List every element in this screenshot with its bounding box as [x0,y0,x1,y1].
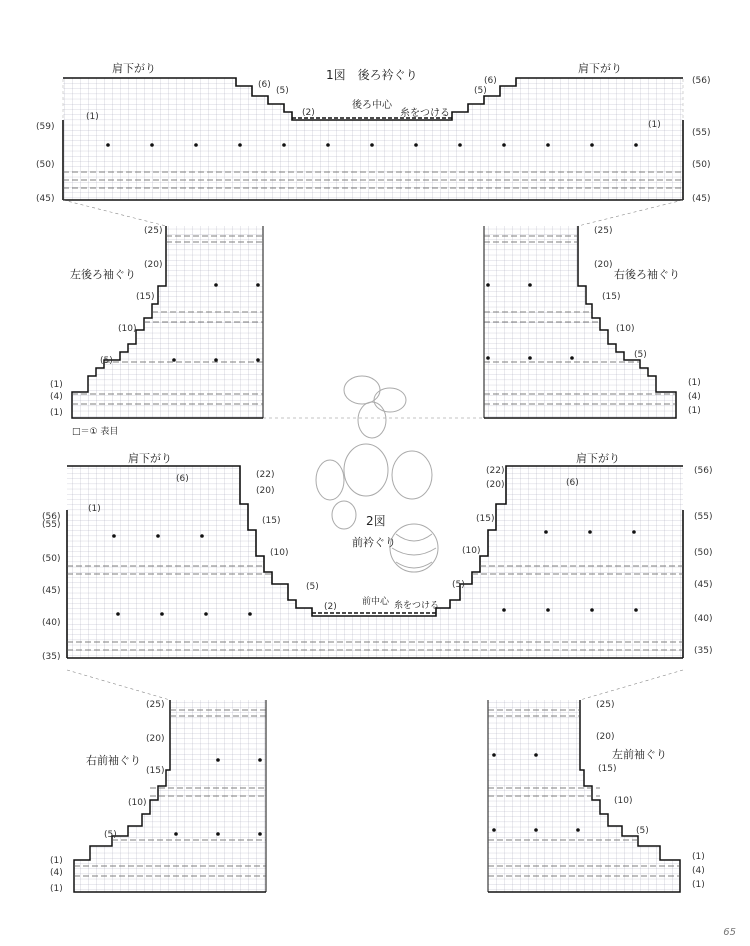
row-mark: (15) [598,764,617,774]
fig1-center-label: 後ろ中心 [352,100,392,111]
row-mark: (56) [692,76,711,86]
row-mark: (2) [302,108,315,118]
row-mark: (35) [694,646,713,656]
row-mark: (1) [50,380,63,390]
row-mark: (6) [258,80,271,90]
row-mark: (10) [118,324,137,334]
row-mark: (4) [692,866,705,876]
right-front-armhole-label: 右前袖ぐり [86,754,141,767]
row-mark: (50) [692,160,711,170]
row-mark: (50) [36,160,55,170]
fig2-attach-label: 糸をつける [394,601,440,611]
row-mark: (5) [634,350,647,360]
right-back-armhole-chart [484,226,676,418]
row-mark: (40) [42,618,61,628]
row-mark: (35) [42,652,61,662]
left-front-armhole-chart [488,700,680,892]
row-mark: (10) [616,324,635,334]
row-mark: (5) [104,830,117,840]
row-mark: (55) [42,520,61,530]
row-mark: (10) [462,546,481,556]
row-mark: (55) [692,128,711,138]
row-mark: (45) [42,586,61,596]
fig1-shoulder-left: 肩下がり [112,62,156,75]
row-mark: (56) [694,466,713,476]
row-mark: (25) [146,700,165,710]
fig2-title: 2図 [366,514,386,528]
right-front-armhole-chart [74,700,266,892]
row-mark: (25) [594,226,613,236]
row-mark: (1) [688,406,701,416]
fig1-title: 1図 後ろ衿ぐり [326,68,418,82]
row-mark: (1) [692,880,705,890]
legend-label: □＝① 表目 [72,427,119,437]
row-mark: (20) [594,260,613,270]
left-front-armhole-label: 左前袖ぐり [612,748,667,761]
row-mark: (50) [694,548,713,558]
fig2-center-label: 前中心 [362,597,390,607]
row-mark: (5) [100,356,113,366]
page-number: 65 [723,927,736,938]
row-mark: (1) [688,378,701,388]
row-mark: (1) [86,112,99,122]
row-mark: (20) [596,732,615,742]
row-mark: (6) [484,76,497,86]
row-mark: (15) [476,514,495,524]
row-mark: (15) [602,292,621,302]
row-mark: (6) [176,474,189,484]
row-mark: (20) [144,260,163,270]
row-mark: (25) [144,226,163,236]
row-mark: (15) [146,766,165,776]
row-mark: (4) [50,392,63,402]
row-mark: (5) [306,582,319,592]
row-mark: (1) [50,884,63,894]
row-mark: (45) [36,194,55,204]
fig2-shoulder-right: 肩下がり [576,452,620,465]
row-mark: (55) [694,512,713,522]
row-mark: (5) [636,826,649,836]
row-mark: (15) [262,516,281,526]
row-mark: (10) [614,796,633,806]
row-mark: (45) [692,194,711,204]
row-mark: (6) [566,478,579,488]
row-mark: (20) [146,734,165,744]
row-mark: (40) [694,614,713,624]
fig2-front-neckline-chart [67,466,683,658]
right-back-armhole-label: 右後ろ袖ぐり [614,268,680,281]
row-mark: (2) [324,602,337,612]
row-mark: (50) [42,554,61,564]
row-mark: (20) [486,480,505,490]
fig1-shoulder-right: 肩下がり [578,62,622,75]
fig2-shoulder-left: 肩下がり [128,452,172,465]
fig2-subtitle: 前衿ぐり [352,536,396,549]
row-mark: (1) [88,504,101,514]
row-mark: (1) [50,856,63,866]
row-mark: (15) [136,292,155,302]
row-mark: (4) [688,392,701,402]
row-mark: (56) [42,512,61,522]
row-mark: (1) [50,408,63,418]
fig1-attach-label: 糸をつける [400,108,450,119]
row-mark: (5) [474,86,487,96]
row-mark: (1) [648,120,661,130]
row-mark: (45) [694,580,713,590]
row-mark: (25) [596,700,615,710]
row-mark: (5) [276,86,289,96]
row-mark: (22) [486,466,505,476]
row-mark: (10) [128,798,147,808]
row-mark: (10) [270,548,289,558]
row-mark: (59) [36,122,55,132]
row-mark: (22) [256,470,275,480]
row-mark: (5) [452,580,465,590]
left-back-armhole-label: 左後ろ袖ぐり [70,268,136,281]
row-mark: (20) [256,486,275,496]
row-mark: (1) [692,852,705,862]
left-back-armhole-chart [72,226,263,418]
row-mark: (4) [50,868,63,878]
